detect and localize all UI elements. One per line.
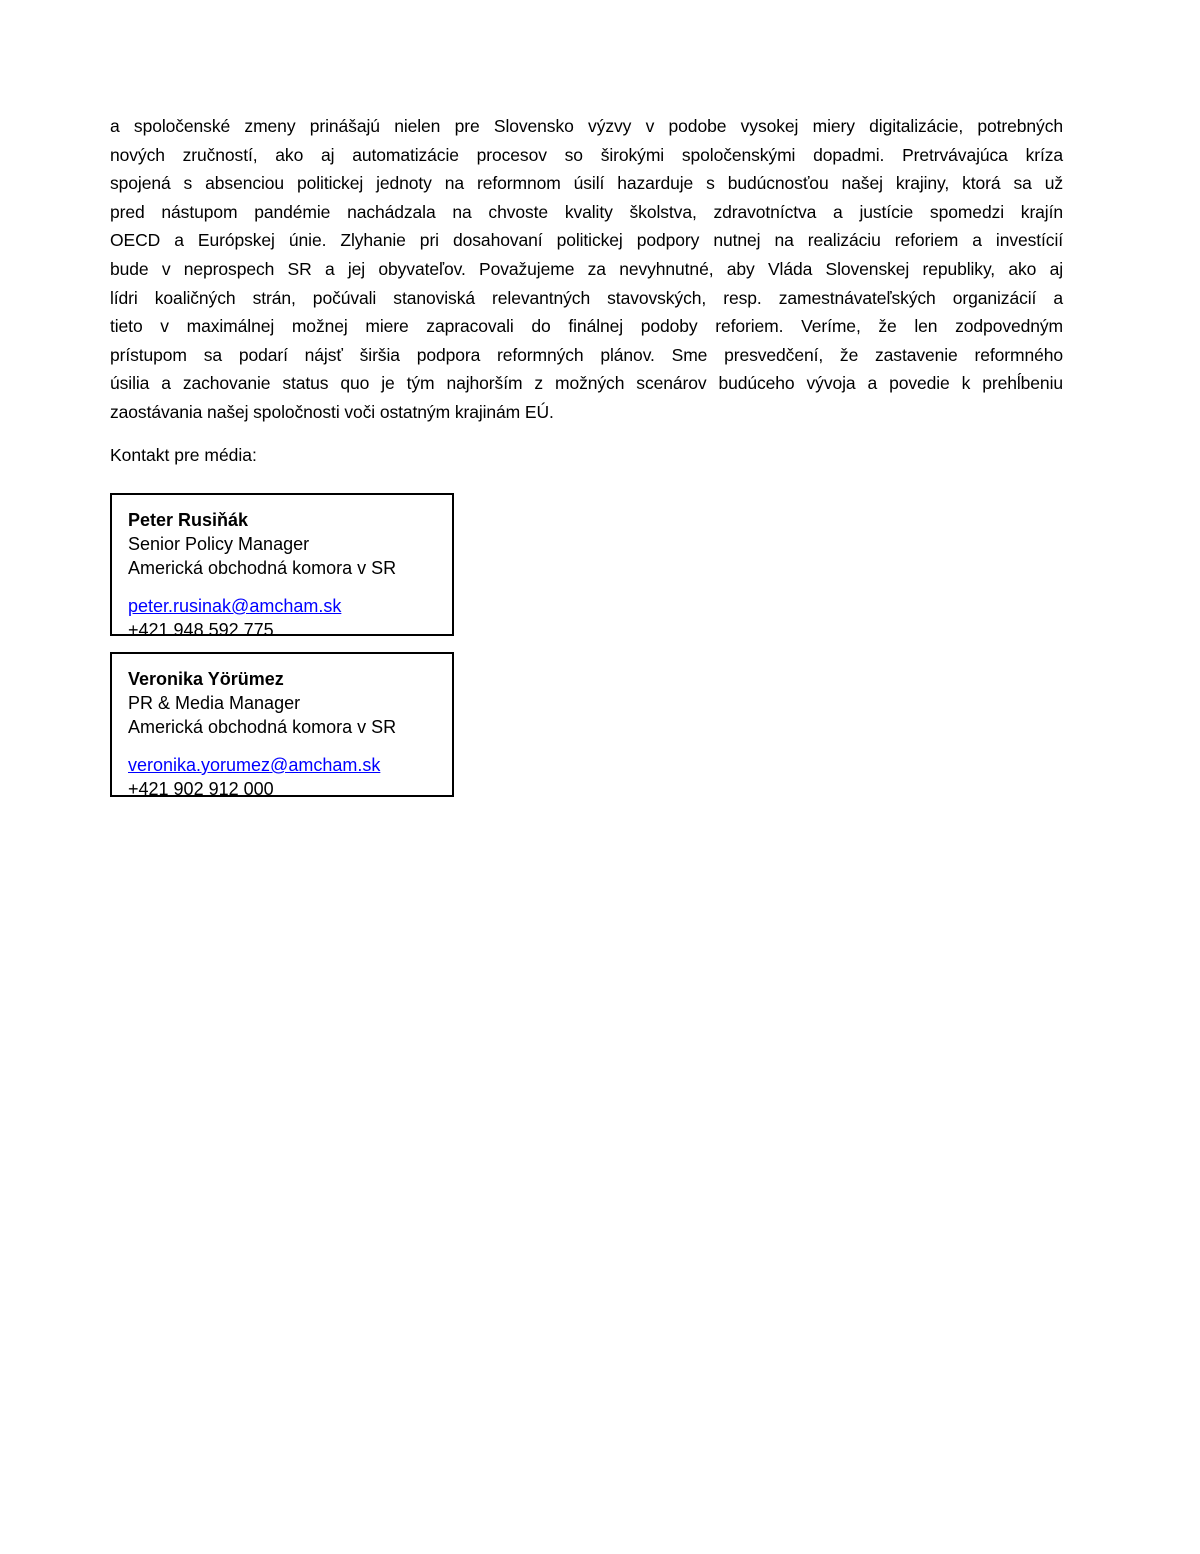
contact-email-row xyxy=(128,594,436,618)
contact-email-link[interactable]: peter.rusinak@amcham.sk xyxy=(128,596,342,616)
contact-name: Peter Rusiňák xyxy=(128,510,249,530)
paragraph-line: OECD a Európskej únie. Zlyhanie pri dosahovaní politickej podpory nutnej na realizáciu reforiem a investícií xyxy=(110,230,1063,251)
contact-organization: Americká obchodná komora v SR xyxy=(128,717,397,737)
paragraph-line: pred nástupom pandémie nachádzala na chvoste kvality školstva, zdravotníctva a justície spomedzi krajín xyxy=(110,201,1063,222)
contact-organization: Americká obchodná komora v SR xyxy=(128,558,397,578)
contact-title: PR & Media Manager xyxy=(128,693,301,713)
paragraph-line: zaostávania našej spoločnosti voči ostatným krajinám EÚ. xyxy=(110,401,554,422)
contact-name: Veronika Yörümez xyxy=(128,669,284,689)
paragraph-line: úsilia a zachovanie status quo je tým najhorším z možných scenárov budúceho vývoja a povedie k prehĺbeniu xyxy=(110,373,1063,394)
paragraph-line: bude v neprospech SR a jej obyvateľov. Považujeme za nevyhnutné, aby Vláda Slovenskej republiky, ako aj xyxy=(110,258,1063,279)
paragraph-line: tieto v maximálnej možnej miere zapracovali do finálnej podoby reforiem. Veríme, že len zodpovedným xyxy=(110,316,1063,337)
contact-phone: +421 948 592 775 xyxy=(128,620,274,640)
contact-card xyxy=(110,493,454,640)
spacer xyxy=(128,739,436,753)
paragraph-line: a spoločenské zmeny prinášajú nielen pre Slovensko výzvy v podobe vysokej miery digitalizácie, potrebných xyxy=(110,116,1063,136)
contact-title: Senior Policy Manager xyxy=(128,534,310,554)
contact-phone: +421 902 912 000 xyxy=(128,779,274,799)
contact-email-row xyxy=(128,753,436,777)
paragraph-line: spojená s absenciou politickej jednoty na reformnom úsilí hazarduje s budúcnosťou našej krajiny, ktorá sa už xyxy=(110,173,1063,194)
paragraph-line: prístupom sa podarí nájsť širšia podpora reformných plánov. Sme presvedčení, že zastavenie reformného xyxy=(110,344,1063,365)
contacts-heading: Kontakt pre média: xyxy=(110,445,257,465)
paragraph-line: nových zručností, ako aj automatizácie procesov so širokými spoločenskými dopadmi. Pretrvávajúca kríza xyxy=(110,144,1063,165)
paragraph-line: lídri koaličných strán, počúvali stanoviská relevantných stavovských, resp. zamestnávateľských organizácií a xyxy=(110,287,1063,308)
contact-card xyxy=(110,652,454,797)
spacer xyxy=(128,580,436,594)
contact-email-link[interactable]: veronika.yorumez@amcham.sk xyxy=(128,755,381,775)
body-paragraph xyxy=(110,112,1063,427)
